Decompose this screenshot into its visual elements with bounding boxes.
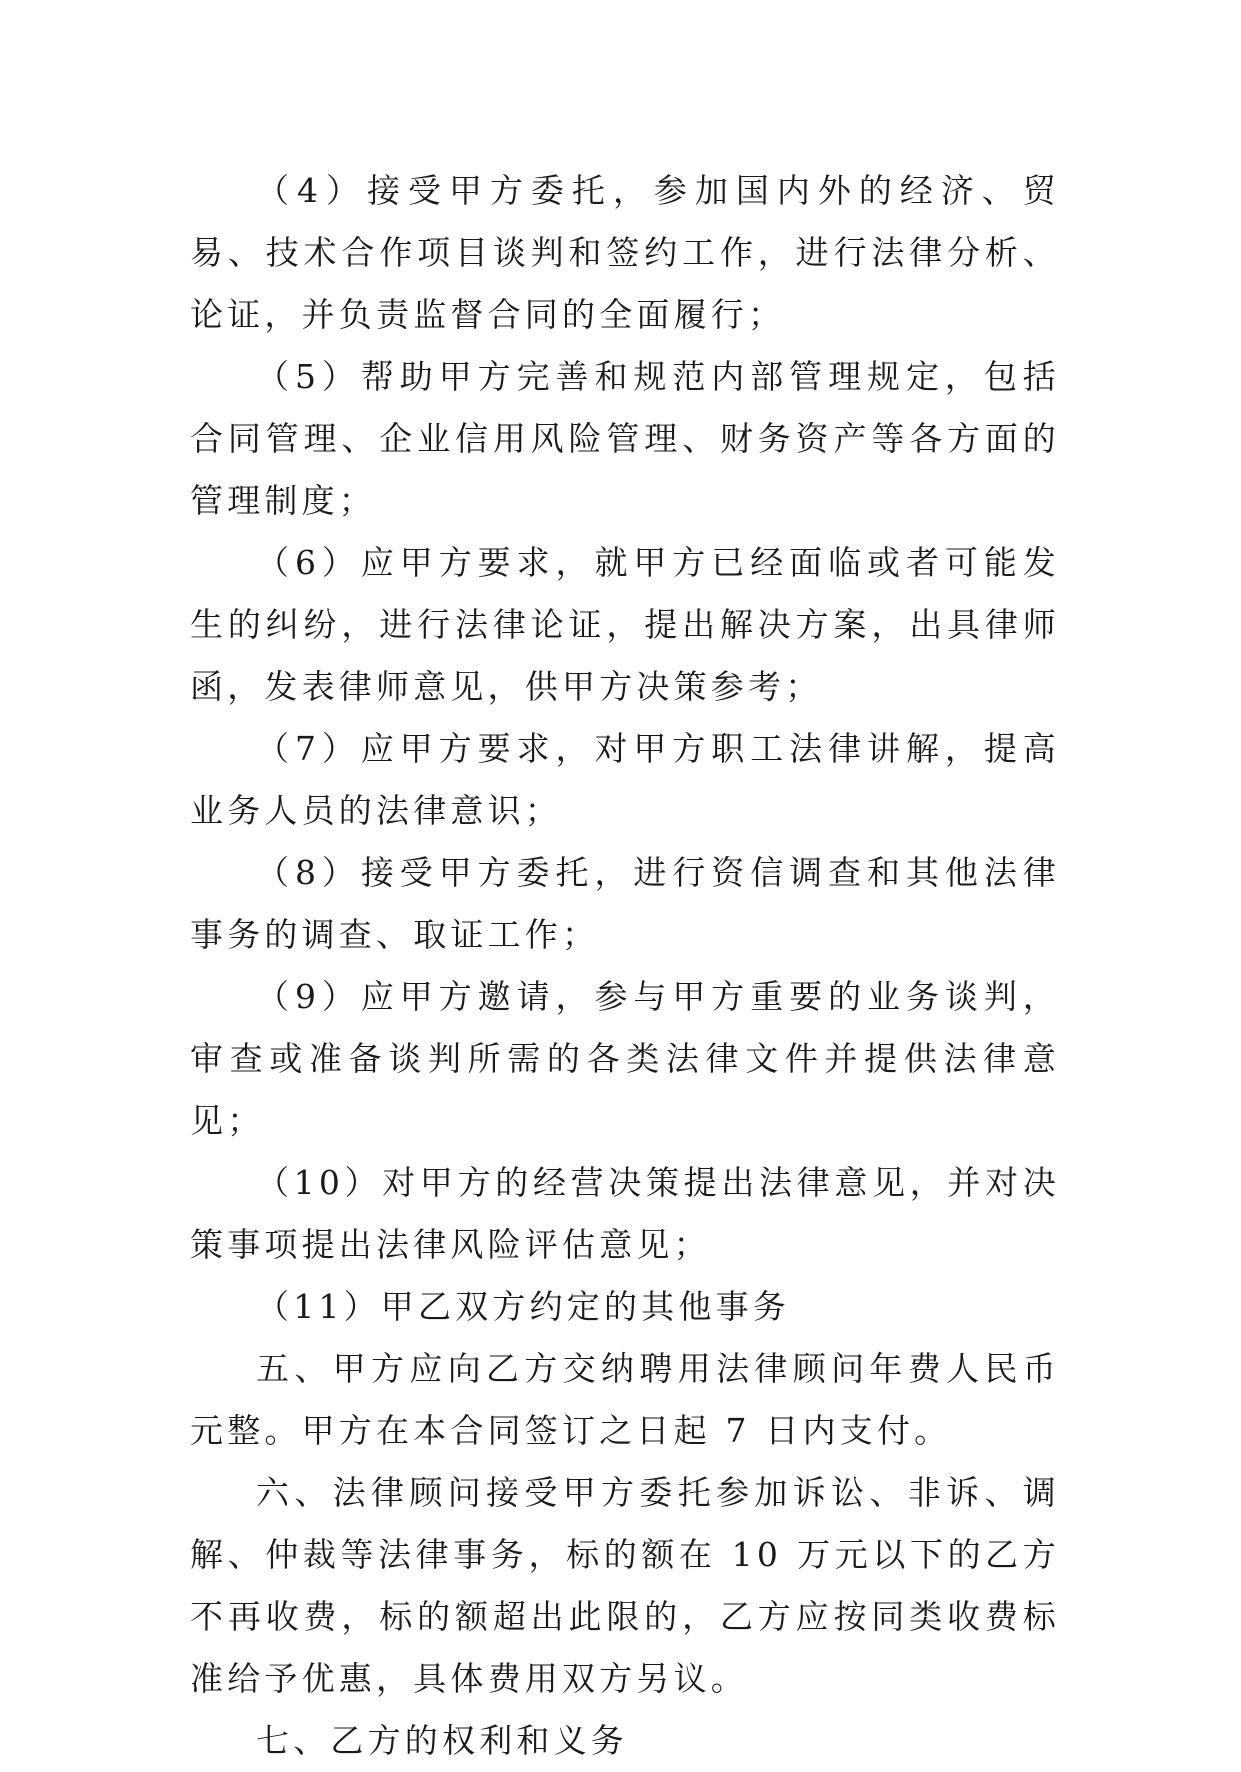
paragraph-item-4: （4）接受甲方委托，参加国内外的经济、贸易、技术合作项目谈判和签约工作，进行法律分析、论证，并负责监督合同的全面履行； (190, 171, 1060, 334)
paragraph-item-9: （9）应甲方邀请，参与甲方重要的业务谈判，审查或准备谈判所需的各类法律文件并提供法律意见； (190, 977, 1060, 1140)
paragraph-item-8: （8）接受甲方委托，进行资信调查和其他法律事务的调查、取证工作； (190, 853, 1060, 954)
paragraph-section-7-heading: 七、乙方的权利和义务 (256, 1721, 628, 1760)
document-body (190, 160, 1060, 1772)
paragraph-section-5-annual-fee: 五、甲方应向乙方交纳聘用法律顾问年费人民币元整。甲方在本合同签订之日起 7 日内支付。 (190, 1349, 1060, 1450)
paragraph-item-5: （5）帮助甲方完善和规范内部管理规定，包括合同管理、企业信用风险管理、财务资产等各方面的管理制度； (190, 357, 1060, 520)
paragraph-item-10: （10）对甲方的经营决策提出法律意见，并对决策事项提出法律风险评估意见； (190, 1163, 1060, 1264)
paragraph-item-11: （11）甲乙双方约定的其他事务 (256, 1287, 790, 1326)
paragraph-item-7: （7）应甲方要求，对甲方职工法律讲解，提高业务人员的法律意识； (190, 729, 1060, 830)
paragraph-section-6-litigation-fees: 六、法律顾问接受甲方委托参加诉讼、非诉、调解、仲裁等法律事务，标的额在 10 万元以下的乙方不再收费，标的额超出此限的，乙方应按同类收费标准给予优惠，具体费用双方另议。 (190, 1473, 1060, 1698)
paragraph-item-6: （6）应甲方要求，就甲方已经面临或者可能发生的纠纷，进行法律论证，提出解决方案，出具律师函，发表律师意见，供甲方决策参考； (190, 543, 1060, 706)
